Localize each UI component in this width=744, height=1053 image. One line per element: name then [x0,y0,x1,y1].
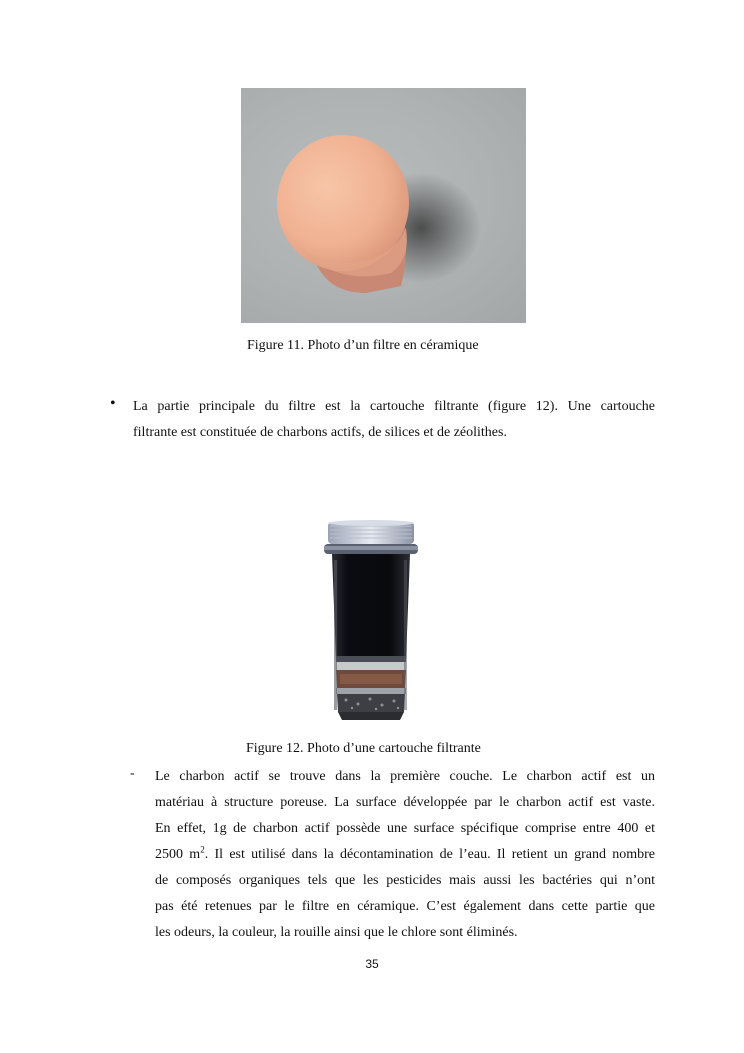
superscript: 2 [200,844,205,855]
paragraph-line: matériau à structure poreuse. La surface développée par le charbon actif est vaste. [155,795,655,810]
paragraph-line: les odeurs, la couleur, la rouille ainsi que le chlore sont éliminés. [155,925,518,940]
figure-12-caption: Figure 12. Photo d’une cartouche filtrante [246,741,481,756]
bullet-line: filtrante est constituée de charbons actifs, de silices et de zéolithes. [133,425,507,440]
bullet-point: • [110,395,116,412]
text-fragment: . Il est utilisé dans la décontamination de l’eau. Il retient un grand nombre [204,847,655,862]
paragraph-line: En effet, 1g de charbon actif possède une surface spécifique comprise entre 400 et [155,821,655,836]
text-fragment: 2500 m [155,847,201,862]
bullet-paragraph [133,394,655,446]
list-dash-marker: - [130,766,135,781]
figure-11-caption: Figure 11. Photo d’un filtre en céramique [247,338,479,353]
paragraph-line: Le charbon actif se trouve dans la première couche. Le charbon actif est un [155,769,655,784]
bullet-line: La partie principale du filtre est la cartouche filtrante (figure 12). Une cartouche [133,399,655,414]
dash-paragraph [155,764,655,946]
filter-cartridge-photo [318,520,424,720]
paragraph-line [155,842,655,868]
paragraph-line: pas été retenues par le filtre en céramique. C’est également dans cette partie que [155,899,655,914]
ceramic-filter-photo [241,88,526,323]
page-number: 35 [365,957,379,971]
paragraph-line: de composés organiques tels que les pesticides mais aussi les bactéries qui n’ont [155,873,655,888]
